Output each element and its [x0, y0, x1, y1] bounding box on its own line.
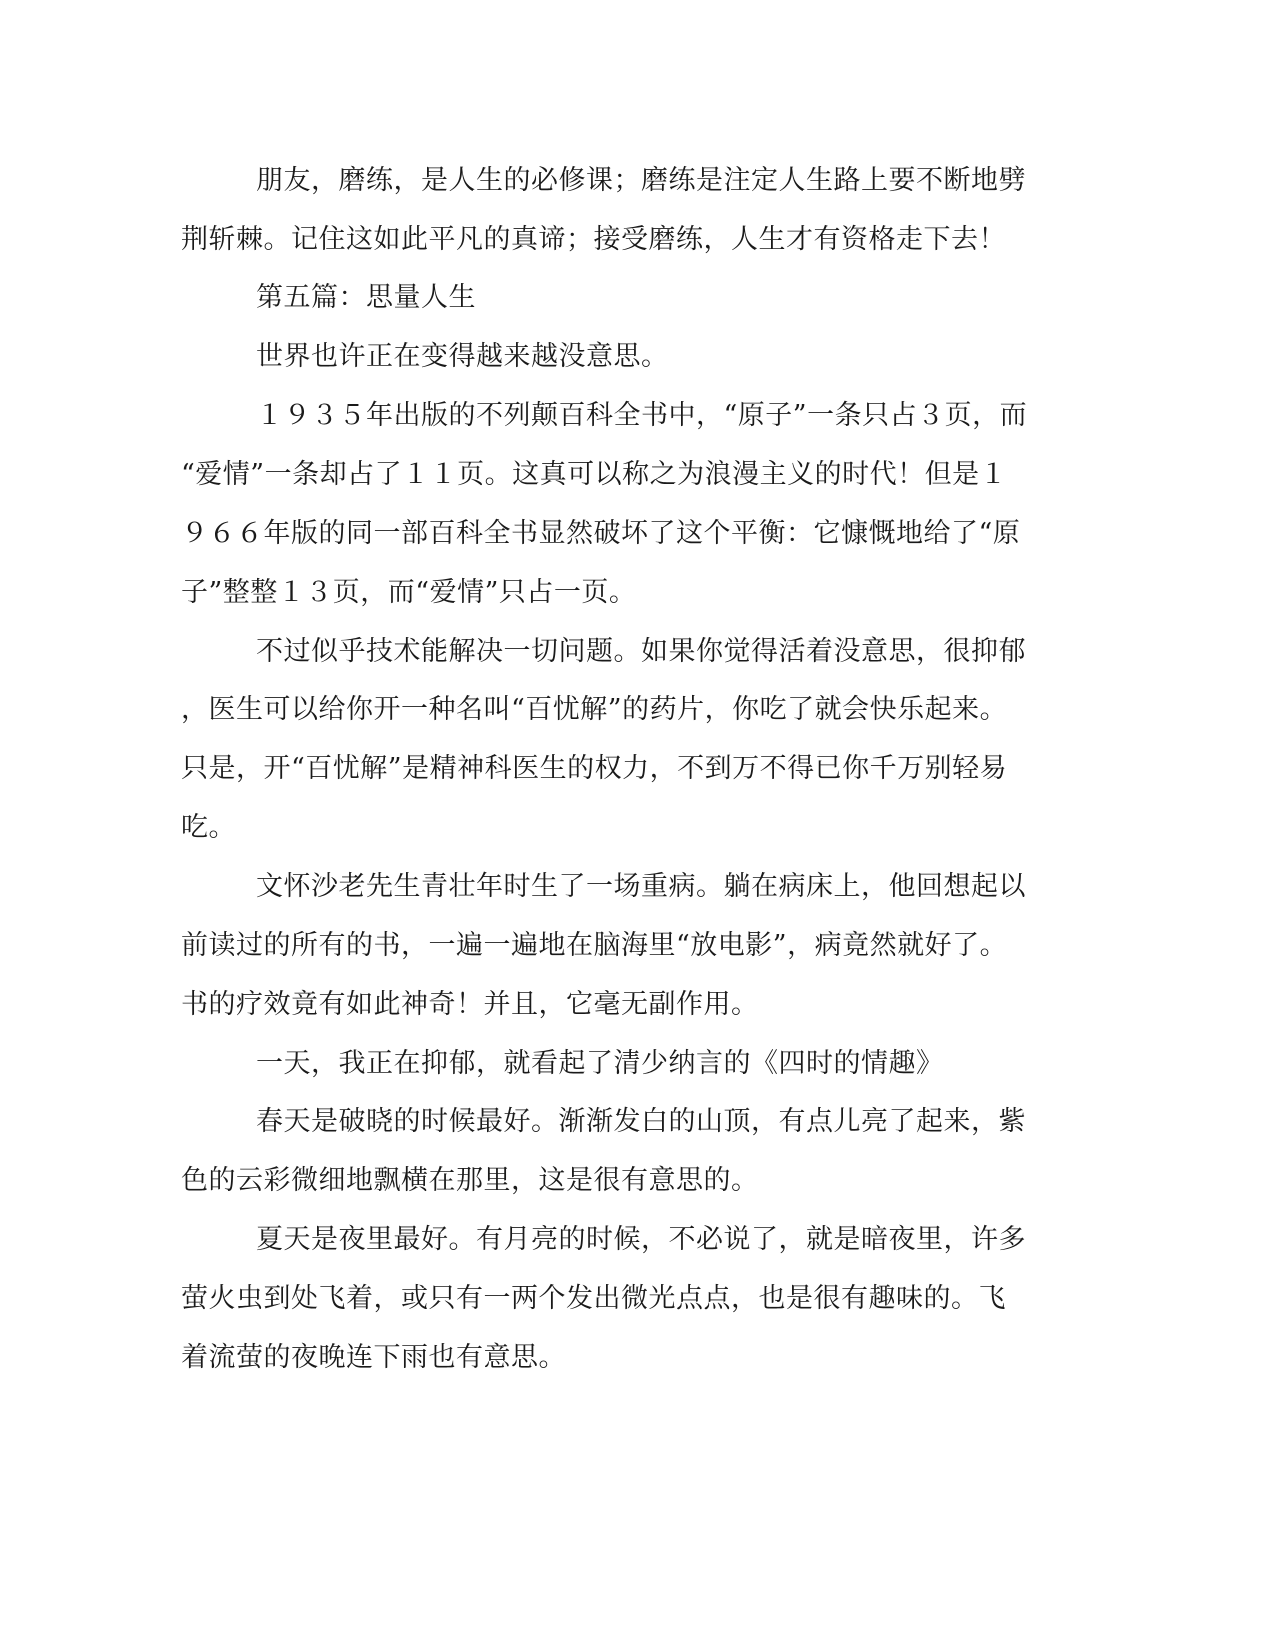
paragraph-line: ，医生可以给你开一种名叫“百忧解”的药片，你吃了就会快乐起来。	[181, 694, 1008, 725]
section-heading: 第五篇：思量人生	[256, 282, 476, 313]
paragraph-line: 萤火虫到处飞着，或只有一两个发出微光点点，也是很有趣味的。飞	[181, 1283, 1006, 1314]
paragraph-line: 前读过的所有的书，一遍一遍地在脑海里“放电影”，病竟然就好了。	[181, 930, 1008, 961]
paragraph-line: 书的疗效竟有如此神奇！并且，它毫无副作用。	[181, 989, 759, 1020]
paragraph-line: 不过似乎技术能解决一切问题。如果你觉得活着没意思，很抑郁	[256, 636, 1026, 667]
paragraph-line: 荆斩棘。记住这如此平凡的真谛；接受磨练，人生才有资格走下去！	[181, 224, 1006, 255]
paragraph-line: 文怀沙老先生青壮年时生了一场重病。躺在病床上，他回想起以	[256, 871, 1026, 902]
paragraph-line: 色的云彩微细地飘横在那里，这是很有意思的。	[181, 1165, 759, 1196]
paragraph-line: 着流萤的夜晚连下雨也有意思。	[181, 1342, 566, 1373]
paragraph-line: 吃。	[181, 812, 236, 843]
paragraph-line: 朋友，磨练，是人生的必修课；磨练是注定人生路上要不断地劈	[256, 165, 1026, 196]
paragraph-line: 子”整整１３页，而“爱情”只占一页。	[181, 577, 637, 608]
paragraph-line: 一天，我正在抑郁，就看起了清少纳言的《四时的情趣》	[256, 1048, 944, 1079]
paragraph-line: 世界也许正在变得越来越没意思。	[256, 341, 669, 372]
paragraph-line: 春天是破晓的时候最好。渐渐发白的山顶，有点儿亮了起来，紫	[256, 1106, 1026, 1137]
paragraph-line: １９３５年出版的不列颠百科全书中，“原子”一条只占３页，而	[256, 400, 1028, 431]
paragraph-line: 只是，开“百忧解”是精神科医生的权力，不到万不得已你千万别轻易	[181, 753, 1008, 784]
paragraph-line: “爱情”一条却占了１１页。这真可以称之为浪漫主义的时代！但是１	[181, 459, 1008, 490]
paragraph-line: ９６６年版的同一部百科全书显然破坏了这个平衡：它慷慨地给了“原	[181, 518, 1021, 549]
paragraph-line: 夏天是夜里最好。有月亮的时候，不必说了，就是暗夜里，许多	[256, 1224, 1026, 1255]
